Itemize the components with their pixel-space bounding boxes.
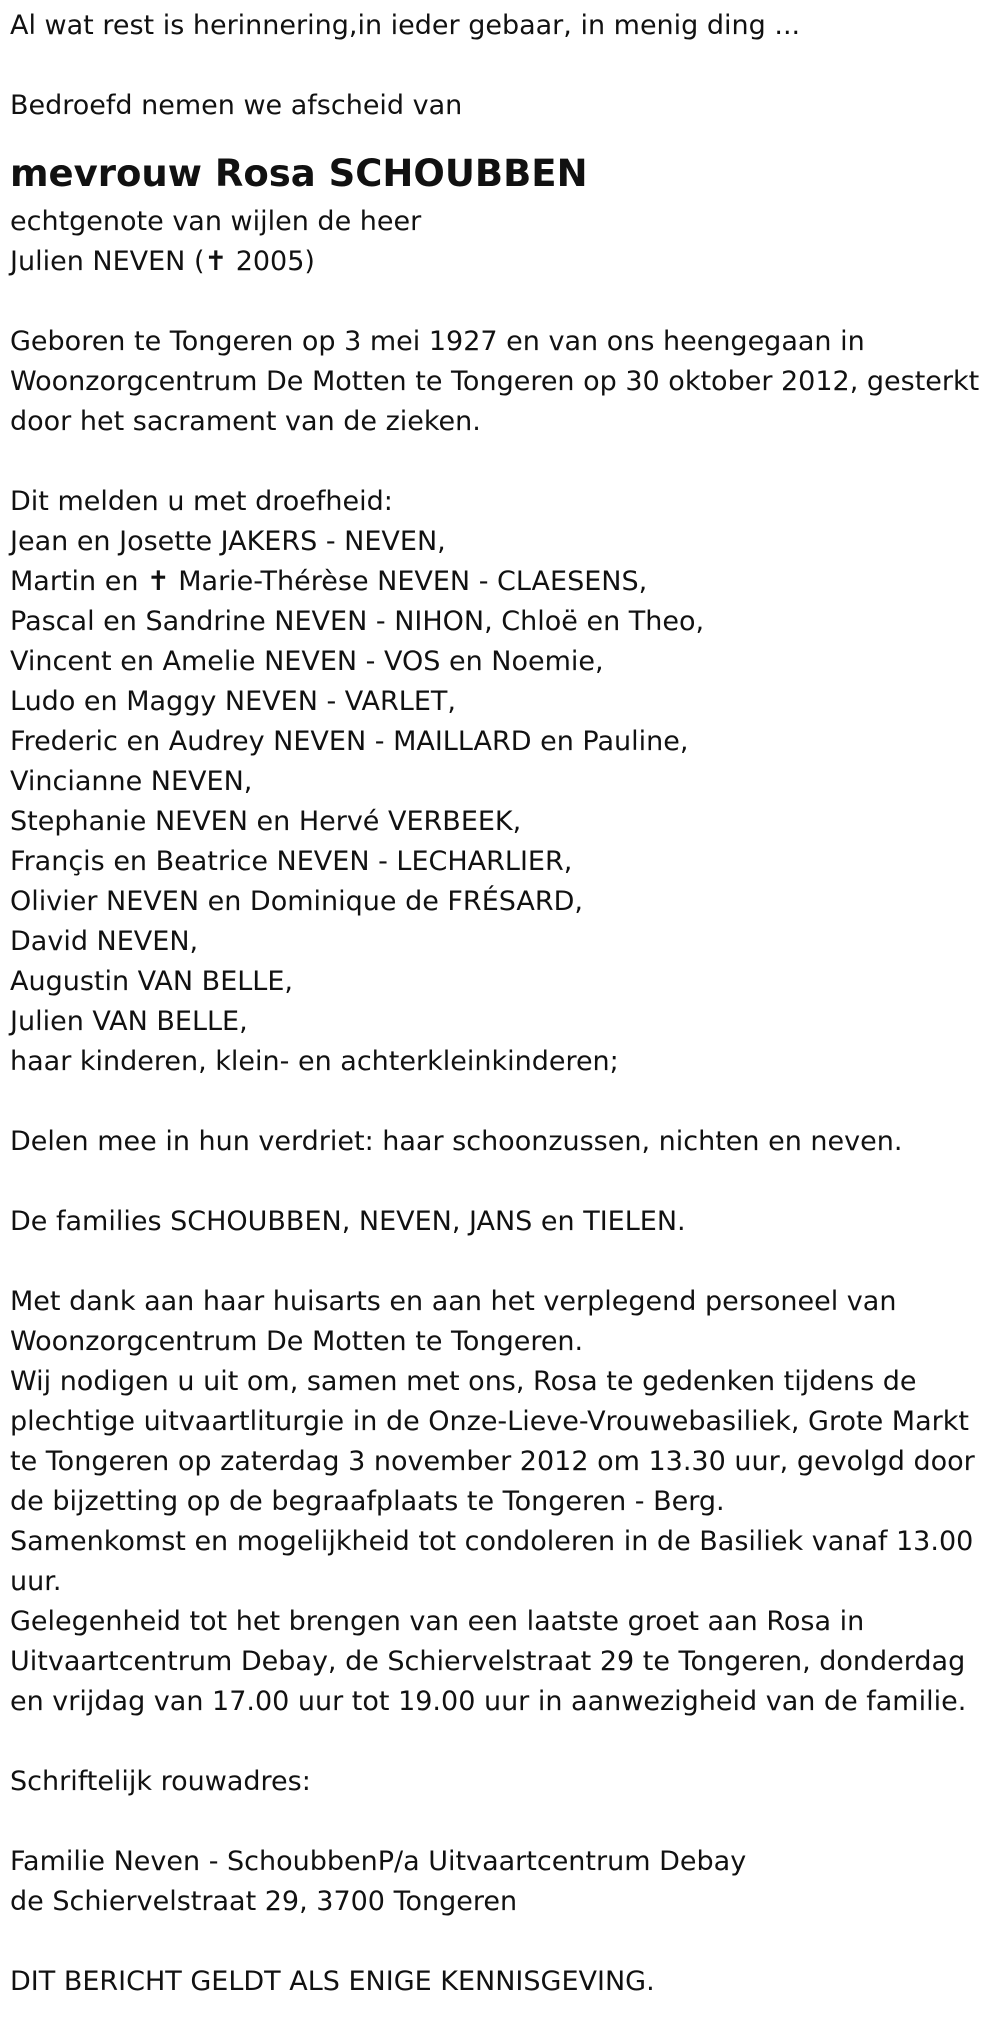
service-line: te Tongeren op zaterdag 3 november 2012 om 13.30 uur, gevolgd door bbox=[10, 1446, 975, 1477]
service-line: Uitvaartcentrum Debay, de Schiervelstraat 29 te Tongeren, donderdag bbox=[10, 1646, 966, 1677]
families-line: De families SCHOUBBEN, NEVEN, JANS en TIELEN. bbox=[10, 1206, 686, 1237]
family-member: Olivier NEVEN en Dominique de FRÉSARD, bbox=[10, 886, 583, 917]
family-member: David NEVEN, bbox=[10, 926, 199, 957]
deceased-relation: echtgenote van wijlen de heer bbox=[10, 206, 422, 237]
service-line: Gelegenheid tot het brengen van een laatste groet aan Rosa in bbox=[10, 1606, 865, 1637]
spacer bbox=[10, 1922, 1000, 1962]
family-member: Pascal en Sandrine NEVEN - NIHON, Chloë en Theo, bbox=[10, 606, 705, 637]
family-member: Vincent en Amelie NEVEN - VOS en Noemie, bbox=[10, 646, 604, 677]
birth-death-line: Woonzorgcentrum De Motten te Tongeren op 30 oktober 2012, gesterkt bbox=[10, 366, 980, 397]
family-heading: Dit melden u met droefheid: bbox=[10, 486, 393, 517]
announce-line: Bedroefd nemen we afscheid van bbox=[10, 90, 463, 121]
service-line: de bijzetting op de begraafplaats te Tongeren - Berg. bbox=[10, 1486, 725, 1517]
deceased-spouse: Julien NEVEN (✝ 2005) bbox=[10, 246, 315, 277]
service-line: uur. bbox=[10, 1566, 62, 1597]
spacer bbox=[10, 1242, 1000, 1282]
service-line: Met dank aan haar huisarts en aan het verplegend personeel van bbox=[10, 1286, 897, 1317]
family-member: haar kinderen, klein- en achterkleinkinderen; bbox=[10, 1046, 619, 1077]
family-member: Vincianne NEVEN, bbox=[10, 766, 253, 797]
service-line: Woonzorgcentrum De Motten te Tongeren. bbox=[10, 1326, 584, 1357]
spacer bbox=[10, 1722, 1000, 1762]
spacer bbox=[10, 282, 1000, 322]
family-member: Frederic en Audrey NEVEN - MAILLARD en Pauline, bbox=[10, 726, 689, 757]
birth-death-line: door het sacrament van de zieken. bbox=[10, 406, 481, 437]
service-line: plechtige uitvaartliturgie in de Onze-Lieve-Vrouwebasiliek, Grote Markt bbox=[10, 1406, 969, 1437]
family-member: Jean en Josette JAKERS - NEVEN, bbox=[10, 526, 446, 557]
family-member: Françis en Beatrice NEVEN - LECHARLIER, bbox=[10, 846, 573, 877]
spacer bbox=[10, 442, 1000, 482]
service-line: en vrijdag van 17.00 uur tot 19.00 uur in aanwezigheid van de familie. bbox=[10, 1686, 967, 1717]
mourning-address-line: de Schiervelstraat 29, 3700 Tongeren bbox=[10, 1886, 518, 1917]
closing-notice: DIT BERICHT GELDT ALS ENIGE KENNISGEVING. bbox=[10, 1966, 655, 1997]
service-line: Wij nodigen u uit om, samen met ons, Rosa te gedenken tijdens de bbox=[10, 1366, 917, 1397]
family-member: Julien VAN BELLE, bbox=[10, 1006, 248, 1037]
family-member: Augustin VAN BELLE, bbox=[10, 966, 293, 997]
deceased-name: mevrouw Rosa SCHOUBBEN bbox=[10, 152, 588, 195]
mourning-address-heading: Schriftelijk rouwadres: bbox=[10, 1766, 311, 1797]
spacer bbox=[10, 1162, 1000, 1202]
family-member: Ludo en Maggy NEVEN - VARLET, bbox=[10, 686, 456, 717]
mourning-address-line: Familie Neven - SchoubbenP/a Uitvaartcentrum Debay bbox=[10, 1846, 747, 1877]
birth-death-line: Geboren te Tongeren op 3 mei 1927 en van ons heengegaan in bbox=[10, 326, 865, 357]
spacer bbox=[10, 1802, 1000, 1842]
intro-quote: Al wat rest is herinnering,in ieder gebaar, in menig ding ... bbox=[10, 10, 801, 41]
family-member: Stephanie NEVEN en Hervé VERBEEK, bbox=[10, 806, 522, 837]
share-grief-line: Delen mee in hun verdriet: haar schoonzussen, nichten en neven. bbox=[10, 1126, 903, 1157]
service-line: Samenkomst en mogelijkheid tot condoleren in de Basiliek vanaf 13.00 bbox=[10, 1526, 974, 1557]
spacer bbox=[10, 46, 1000, 86]
spacer bbox=[10, 1082, 1000, 1122]
family-member: Martin en ✝ Marie-Thérèse NEVEN - CLAESENS, bbox=[10, 566, 648, 597]
